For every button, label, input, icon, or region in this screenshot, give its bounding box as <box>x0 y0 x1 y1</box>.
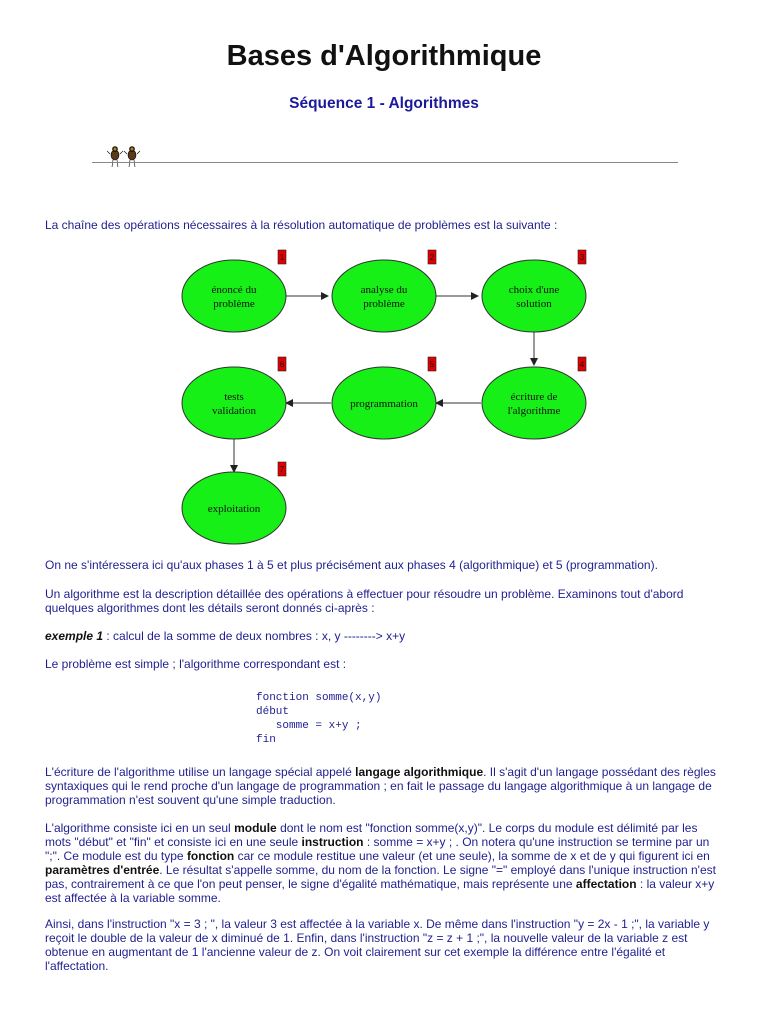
flow-node-5 <box>332 357 436 439</box>
flow-node-label: solution <box>516 298 552 310</box>
paragraph-module: L'algorithme consiste ici en un seul module dont le nom est "fonction somme(x,y)". Le corps du module est délimité par les mots "début" et "fin" et consiste ici en une seule instruction : somme = x+y ; . On notera qu'une instruction se termine par un ";". Ce module est du type fonction car ce module restitue une valeur (et une seule), la somme de x et de y qui figurent ici en paramètres d'entrée. Le résultat s'appelle somme, du nom de la fonction. Le signe "=" employé dans l'unique instruction n'est pas, contrairement à ce que l'on peut penser, le signe d'égalité mathématique, mais représente une affectation : la valeur x+y est affectée à la variable somme. <box>45 821 716 905</box>
flow-node-label: écriture de <box>510 391 558 403</box>
paragraph-definition: Un algorithme est la description détaillée des opérations à effectuer pour résoudre un problème. Examinons tout d'abord quelques algorithmes dont les détails seront donnés ci-après : <box>45 587 684 615</box>
page-subtitle: Séquence 1 - Algorithmes <box>289 95 479 112</box>
example-1-line <box>45 629 725 643</box>
flow-node-label: énoncé du <box>211 284 257 296</box>
paragraph-algorithm-intro: Le problème est simple ; l'algorithme correspondant est : <box>45 657 347 671</box>
flow-step-number: 2 <box>429 253 435 262</box>
example-text: : calcul de la somme de deux nombres : x, y --------> x+y <box>103 629 406 643</box>
flow-node-shape <box>482 367 586 439</box>
flow-node-6 <box>182 357 286 439</box>
flow-node-shape <box>332 260 436 332</box>
term-fonction: fonction <box>186 849 235 863</box>
paragraph-affectation-examples: Ainsi, dans l'instruction "x = 3 ; ", la valeur 3 est affectée à la variable x. De même dans l'instruction "y = 2x - 1 ;", la variable y reçoit le double de la valeur de x diminué de 1. Enfin, dans l'instruction "z = z + 1 ;", la nouvelle valeur de la variable z est obtenue en augmentant de 1 l'ancienne valeur de z. On voit clairement sur cet exemple la différence entre l'égalité et l'affectation. <box>45 917 710 973</box>
flow-node-shape <box>182 260 286 332</box>
code-block <box>256 691 381 747</box>
flow-node-3 <box>482 250 586 332</box>
flow-node-2 <box>332 250 436 332</box>
flow-step-number: 1 <box>279 253 285 262</box>
paragraph-language: L'écriture de l'algorithme utilise un langage spécial appelé langage algorithmique. Il s'agit d'un langage possédant des règles syntaxiques qui le rend proche d'un langage de programmation ; en fait le passage du langage algorithmique à un langage de programmation n'est souvent qu'une simple traduction. <box>45 765 716 807</box>
flow-step-number: 5 <box>429 360 435 369</box>
flow-node-label: exploitation <box>207 503 261 515</box>
term-module: module <box>234 821 277 835</box>
flow-node-label: programmation <box>350 398 418 410</box>
flow-node-7 <box>182 462 286 544</box>
flow-node-label: validation <box>212 405 256 417</box>
flow-node-label: choix d'une <box>508 284 560 296</box>
term-parametres: paramètres d'entrée <box>45 863 160 877</box>
flow-step-number: 3 <box>579 253 585 262</box>
page-title: Bases d'Algorithmique <box>226 40 542 72</box>
intro-text: La chaîne des opérations nécessaires à la résolution automatique de problèmes est la suivante : <box>45 218 558 232</box>
code-line: fin <box>256 734 276 746</box>
term-instruction: instruction <box>301 835 364 849</box>
flow-node-label: analyse du <box>360 284 408 296</box>
flow-node-1 <box>182 250 286 332</box>
paragraph-phases: On ne s'intéressera ici qu'aux phases 1 à 5 et plus précisément aux phases 4 (algorithmique) et 5 (programmation). <box>45 558 658 572</box>
flow-step-number: 7 <box>279 465 285 474</box>
flow-node-shape <box>182 367 286 439</box>
flow-node-shape <box>482 260 586 332</box>
example-label: exemple 1 <box>45 629 104 643</box>
flow-node-label: problème <box>363 298 405 310</box>
code-line: somme = x+y ; <box>256 720 362 732</box>
code-line: fonction somme(x,y) <box>256 692 382 704</box>
flow-node-label: l'algorithme <box>507 405 561 417</box>
flow-node-label: problème <box>213 298 255 310</box>
flow-node-label: tests <box>224 391 244 403</box>
separator-line <box>92 162 678 163</box>
flow-step-number: 6 <box>279 360 285 369</box>
flow-node-4 <box>482 357 586 439</box>
flow-step-number: 4 <box>579 360 585 369</box>
code-line: début <box>256 706 290 718</box>
birds-icon <box>107 145 141 176</box>
process-flowchart <box>170 246 590 546</box>
term-langage-algorithmique: langage algorithmique <box>355 765 484 779</box>
term-affectation: affectation <box>575 877 637 891</box>
